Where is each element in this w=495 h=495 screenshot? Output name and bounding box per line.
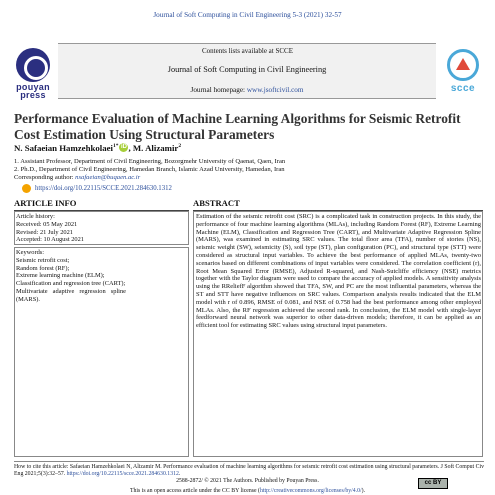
cite-end: . xyxy=(178,471,181,477)
license-line xyxy=(0,488,495,494)
affiliations xyxy=(14,158,484,183)
article-info-heading: ARTICLE INFO xyxy=(14,198,189,211)
license-end: ). xyxy=(361,488,366,494)
keyword-item: Random forest (RF); xyxy=(16,264,70,272)
abstract-text: Estimation of the seismic retrofit cost (SRC) is a complicated task in construction projects. In this study, the performance of four machine learning algorithms (MLAs), including Random Forest (RF), Extreme Learning Machine (ELM), Classification and Regression Tree (CART), and Multivariate Adaptive Regression Spline (MARS), was examined in estimating SRC values. The total floor area (TFA), number of stories (NS), seismic weight (SW), seismicity (S), soil type (ST), plan configuration (PC), and structural type (STT) were considered as structural input variables. To achieve the best performance of applied MLAs, twenty-two scenarios based on different combinations of input variables were considered. The correlation coefficient (r), Root Mean Squared Error (RMSE), Adjusted R-squared, and Nash-Sutcliffe efficiency (NSE) metrics together with the Taylor diagram were used to compare the accuracy of applied models. A sensitivity analysis using the RReliefF algorithm showed that TFA, SW, and PC are the most influential parameters, whereas the ST and STT have negative influences on SRC values. Comparison analysis results indicated that the ELM model with r of 0.896, RMSE of 0.081, and NSE of 0.758 had the best performance among other employed MLAs. Also, the RF regression achieved the second rank. In conclusion, the ELM model with single-layer feedforward neural network was superior to other data-driven models; therefore, it can be applied as an efficient tool for estimating SRC values using structural input parameters. xyxy=(196,213,481,330)
doi-line xyxy=(14,184,484,193)
publisher-logo-text: pouyan press xyxy=(16,82,50,100)
history-line: Article history: xyxy=(16,213,55,220)
corresponding-email-link[interactable]: nsafaeian@buqaen.ac.ir xyxy=(75,174,141,182)
journal-homepage-line xyxy=(58,86,436,94)
author-2-superscript: 2 xyxy=(178,143,182,150)
crossmark-icon[interactable] xyxy=(22,184,31,193)
keyword-item: Keywords: xyxy=(16,249,45,256)
publisher-logo xyxy=(10,48,56,98)
journal-logo xyxy=(438,47,488,99)
keyword-item: Extreme learning machine (ELM); xyxy=(16,272,105,280)
orcid-icon[interactable]: iD xyxy=(120,144,127,150)
abstract-heading: ABSTRACT xyxy=(193,198,483,211)
journal-citation-line: Journal of Soft Computing in Civil Engineering 5-3 (2021) 32-57 xyxy=(153,11,342,19)
publisher-logo-icon xyxy=(16,48,50,82)
journal-logo-text: scce xyxy=(450,83,476,94)
affiliation-1: 1. Assistant Professor, Department of Civil Engineering, Bozorgmehr University of Qaenat, Qaen, Iran xyxy=(14,158,286,165)
paper-title: Performance Evaluation of Machine Learning Algorithms for Seismic Retrofit Cost Estimation Using Structural Parameters xyxy=(14,111,461,142)
keyword-item: Classification and regression tree (CART); xyxy=(16,280,126,288)
issn-copyright: 2588-2872/ © 2021 The Authors. Published by Pouyan Press. xyxy=(176,478,319,484)
affiliation-2: 2. Ph.D., Department of Civil Engineering, Hamedan Branch, Islamic Azad University, Hamedan, Iran xyxy=(14,166,285,174)
journal-logo-icon xyxy=(443,47,483,83)
author-1-superscript: 1* xyxy=(112,143,119,150)
contents-available-line: Contents lists available at SCCE xyxy=(202,47,293,55)
keywords-list xyxy=(16,249,126,304)
author-1: N. Safaeian Hamzehkolaei xyxy=(14,143,113,153)
article-history xyxy=(16,213,188,244)
corresponding-author xyxy=(14,174,484,182)
license-text: This is an open access article under the CC BY license ( xyxy=(129,488,260,494)
author-2: , M. Alizamir xyxy=(128,143,179,153)
cite-doi-link[interactable]: https://doi.org/10.22115/scce.2021.284630.1312 xyxy=(66,471,179,477)
homepage-link[interactable]: www.jsoftcivil.com xyxy=(246,86,304,94)
journal-name: Journal of Soft Computing in Civil Engineering xyxy=(167,65,327,74)
author-line xyxy=(14,143,484,153)
keyword-item: Seismic retrofit cost; xyxy=(16,256,70,264)
homepage-label: Journal homepage: xyxy=(190,86,247,94)
cc-by-license-icon[interactable]: cc BY xyxy=(418,478,448,489)
doi-link[interactable]: https://doi.org/10.22115/SCCE.2021.284630.1312 xyxy=(35,185,172,193)
history-line: Revised: 21 July 2021 xyxy=(16,228,73,236)
cite-text: How to cite this article: Safaeian Hamzehkolaei N, Alizamir M. Performance evaluation of machine learning algorithms for seismic retrofit cost estimation using structural parameters. J Soft Comput Civ Eng 2021;5(3):32–57. xyxy=(14,464,484,477)
license-link[interactable]: http://creativecommons.org/licenses/by/4.0/ xyxy=(259,488,362,494)
keyword-item: Multivariate adaptive regression spline (MARS). xyxy=(16,287,126,303)
how-to-cite xyxy=(14,461,484,478)
history-line: Received: 05 May 2021 xyxy=(16,220,78,228)
corresponding-label: Corresponding author: xyxy=(14,174,76,182)
history-line: Accepted: 10 August 2021 xyxy=(16,236,84,244)
